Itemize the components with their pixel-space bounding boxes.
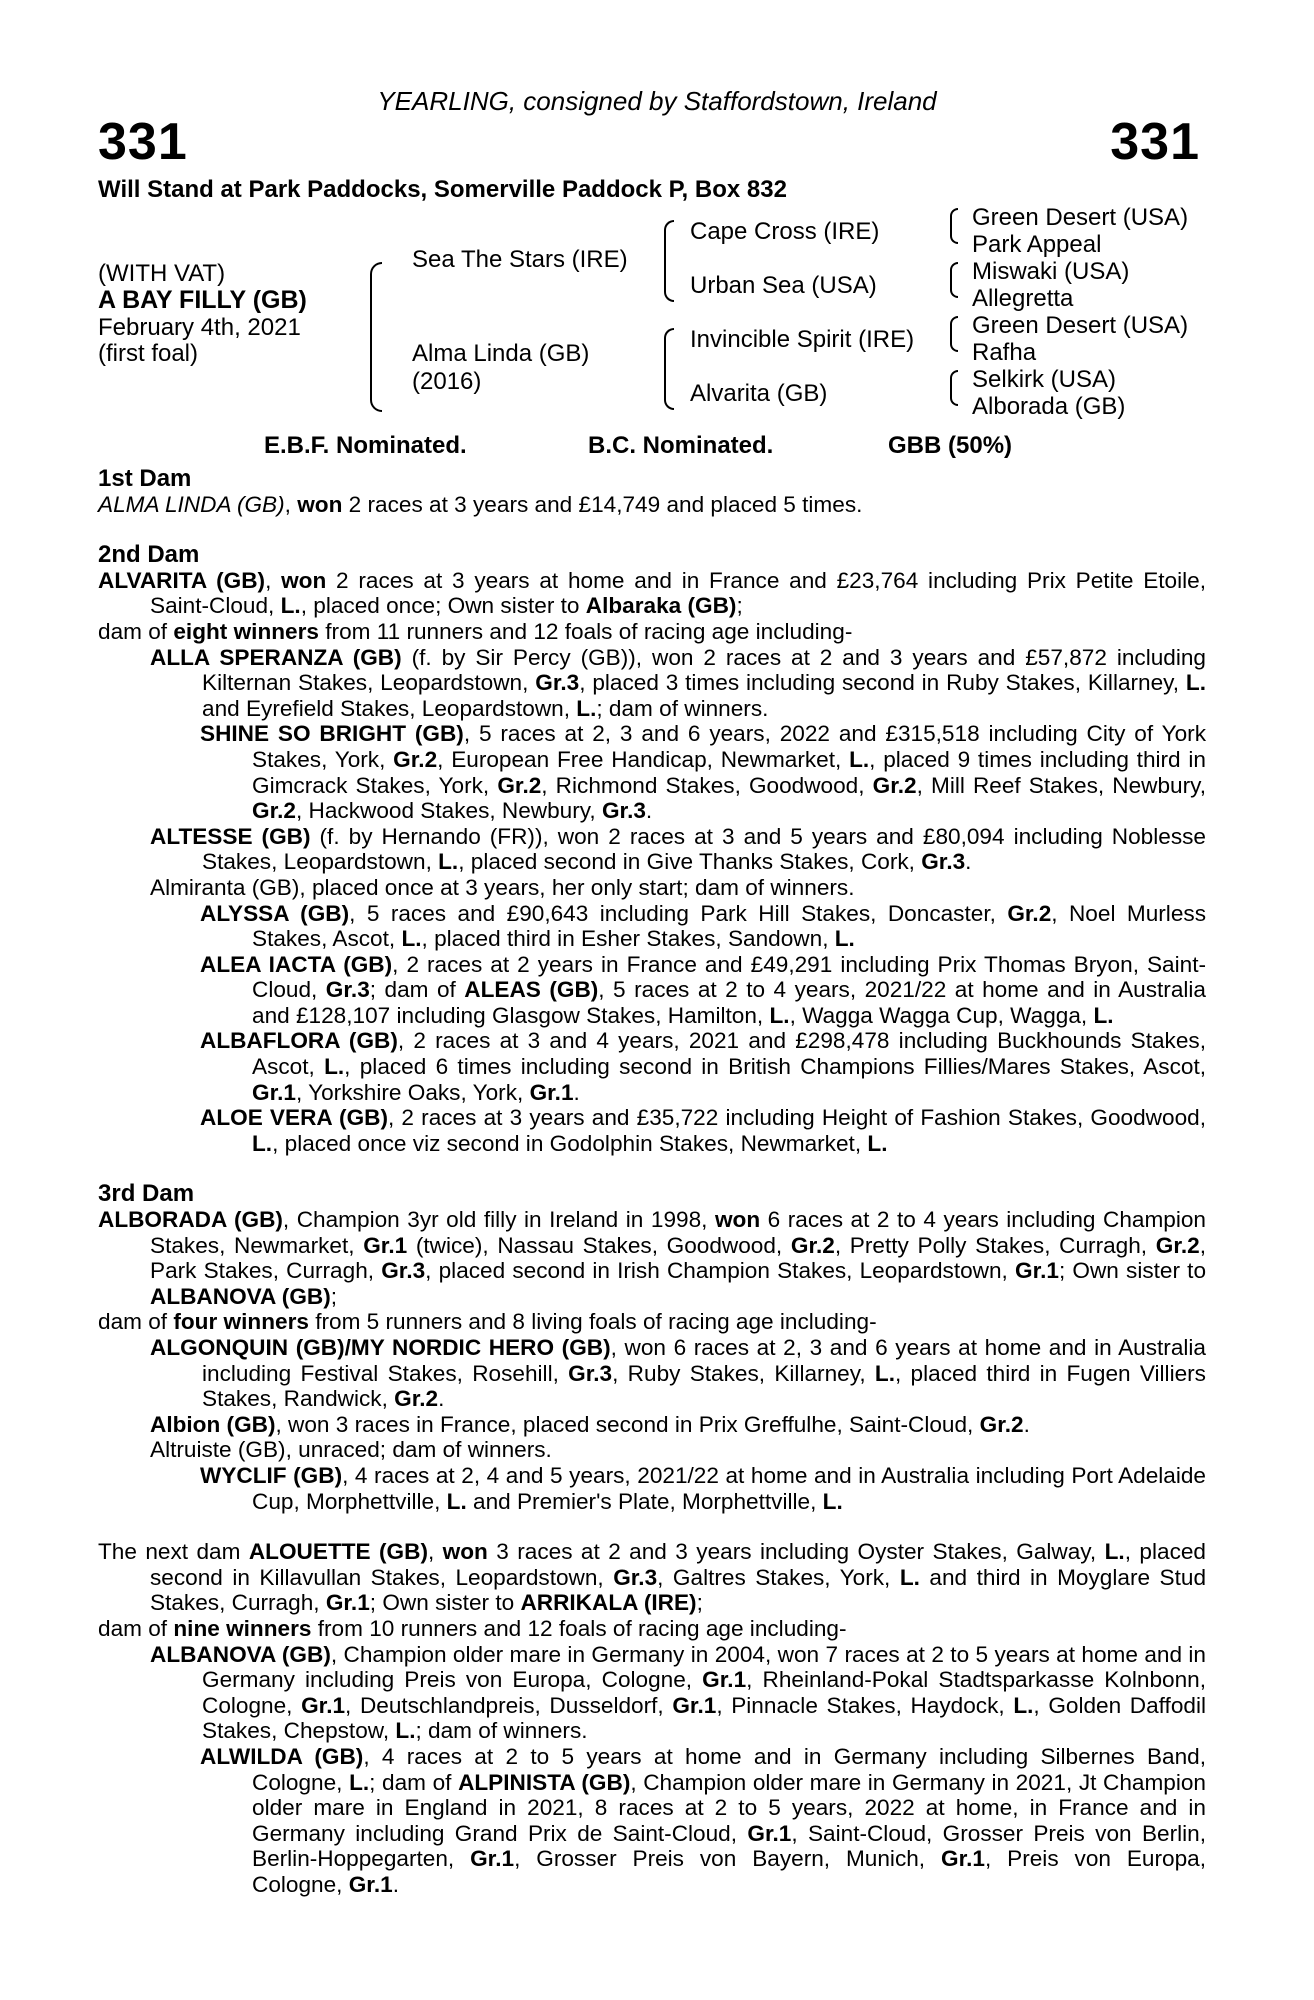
gbb-note: GBB (50%) (888, 432, 1013, 459)
second-dam-summary: dam of eight winners from 11 runners and 12 foals of racing age including- (98, 618, 853, 644)
pedigree-sire: Sea The Stars (IRE) (412, 246, 628, 273)
ebf-nomination: E.B.F. Nominated. (264, 432, 467, 459)
pedigree-g5: Green Desert (USA) (972, 312, 1189, 339)
produce-alea-iacta: ALEA IACTA (GB), 2 races at 2 years in France and £49,291 including Prix Thomas Bryon, Saint-Cloud, Gr.3; dam of ALEAS (GB), 5 races at 2 to 4 years, 2021/22 at home and in Australia and £128,107 including Glasgow Stakes, Hamilton, L., Wagga Wagga Cup, Wagga, L. (200, 951, 1207, 1028)
produce-alwilda: ALWILDA (GB), 4 races at 2 to 5 years at home and in Germany including Silbernes Band, Cologne, L.; dam of ALPINISTA (GB), Champion older mare in Germany in 2021, Jt Champion older mare in England in 2021, 8 races at 2 to 5 years, 2022 at home, in France and in Germany including Grand Prix de Saint-Cloud, Gr.1, Saint-Cloud, Grosser Preis von Berlin, Berlin-Hoppegarten, Gr.1, Grosser Preis von Bayern, Munich, Gr.1, Preis von Europa, Cologne, Gr.1. (200, 1743, 1207, 1897)
third-dam-summary: dam of four winners from 5 runners and 8 living foals of racing age including- (98, 1309, 877, 1335)
horse-dob: February 4th, 2021 (98, 314, 301, 341)
produce-alla-speranza: ALLA SPERANZA (GB) (f. by Sir Percy (GB)), won 2 races at 2 and 3 years and £57,872 including Kilternan Stakes, Leopardstown, Gr.3, placed 3 times including second in Ruby Stakes, Killarney, L. and Eyrefield Stakes, Leopardstown, L.; dam of winners. (150, 644, 1207, 721)
pedigree-sire-sire: Cape Cross (IRE) (690, 218, 880, 245)
vat-note: (WITH VAT) (98, 260, 226, 287)
stand-location: Will Stand at Park Paddocks, Somerville Paddock P, Box 832 (98, 176, 787, 203)
second-dam-heading: 2nd Dam (98, 541, 200, 569)
pedigree-g1: Green Desert (USA) (972, 204, 1189, 231)
horse-name: A BAY FILLY (GB) (98, 286, 307, 314)
produce-albaflora: ALBAFLORA (GB), 2 races at 3 and 4 years, 2021 and £298,478 including Buckhounds Stakes, Ascot, L., placed 6 times including second in British Champions Fillies/Mares Stakes, Ascot, Gr.1, Yorkshire Oaks, York, Gr.1. (200, 1028, 1207, 1105)
bc-nomination: B.C. Nominated. (588, 432, 774, 459)
third-dam-heading: 3rd Dam (98, 1180, 195, 1208)
pedigree-bracket-g4 (950, 370, 958, 406)
produce-aloe-vera: ALOE VERA (GB), 2 races at 3 years and £35,722 including Height of Fashion Stakes, Goodwood, L., placed once viz second in Godolphin Stakes, Newmarket, L. (200, 1105, 1206, 1156)
pedigree-g7: Selkirk (USA) (972, 366, 1117, 393)
pedigree-dam-year: (2016) (412, 368, 482, 395)
produce-algonquin: ALGONQUIN (GB)/MY NORDIC HERO (GB), won 6 races at 2, 3 and 6 years at home and in Australia including Festival Stakes, Rosehill, Gr.3, Ruby Stakes, Killarney, L., placed third in Fugen Villiers Stakes, Randwick, Gr.2. (150, 1335, 1206, 1412)
pedigree-dam-dam: Alvarita (GB) (690, 380, 828, 407)
produce-shine-so-bright: SHINE SO BRIGHT (GB), 5 races at 2, 3 and 6 years, 2022 and £315,518 including City of York Stakes, York, Gr.2, European Free Handicap, Newmarket, L., placed 9 times including third in Gimcrack Stakes, York, Gr.2, Richmond Stakes, Goodwood, Gr.2, Mill Reef Stakes, Newbury, Gr.2, Hackwood Stakes, Newbury, Gr.3. (200, 721, 1207, 824)
pedigree-bracket-g1 (950, 208, 958, 244)
produce-altesse: ALTESSE (GB) (f. by Hernando (FR)), won 2 races at 3 and 5 years and £80,094 including Noblesse Stakes, Leopardstown, L., placed second in Give Thanks Stakes, Cork, Gr.3. (150, 823, 1206, 875)
horse-note: (first foal) (98, 340, 199, 367)
pedigree-g2: Park Appeal (972, 231, 1102, 258)
pedigree-sire-dam: Urban Sea (USA) (690, 272, 877, 299)
produce-wyclif: WYCLIF (GB), 4 races at 2, 4 and 5 years, 2021/22 at home and in Australia including Port Adelaide Cup, Morphettville, L. and Premier's Plate, Morphettville, L. (200, 1462, 1206, 1514)
first-dam-text: ALMA LINDA (GB), won 2 races at 3 years and £14,749 and placed 5 times. (98, 491, 863, 517)
pedigree-bracket-g3 (950, 316, 958, 352)
pedigree-bracket-sire (664, 220, 674, 302)
produce-albion: Albion (GB), won 3 races in France, placed second in Prix Greffulhe, Saint-Cloud, Gr.2. (150, 1411, 1030, 1437)
lot-number-left: 331 (98, 113, 188, 171)
pedigree-g4: Allegretta (972, 285, 1074, 312)
pedigree-bracket-dam (664, 328, 674, 410)
lot-number-right: 331 (1110, 113, 1200, 171)
pedigree-g3: Miswaki (USA) (972, 258, 1130, 285)
produce-altruiste: Altruiste (GB), unraced; dam of winners. (150, 1437, 552, 1463)
produce-alyssa: ALYSSA (GB), 5 races and £90,643 including Park Hill Stakes, Doncaster, Gr.2, Noel Murless Stakes, Ascot, L., placed third in Esher Stakes, Sandown, L. (200, 900, 1206, 952)
consignor-line: YEARLING, consigned by Staffordstown, Ireland (377, 86, 937, 116)
produce-albanova: ALBANOVA (GB), Champion older mare in Germany in 2004, won 7 races at 2 to 5 years at home and in Germany including Preis von Europa, Cologne, Gr.1, Rheinland-Pokal Stadtsparkasse Kolnbonn, Cologne, Gr.1, Deutschlandpreis, Dusseldorf, Gr.1, Pinnacle Stakes, Haydock, L., Golden Daffodil Stakes, Chepstow, L.; dam of winners. (150, 1641, 1206, 1744)
next-dam-summary: dam of nine winners from 10 runners and 12 foals of racing age including- (98, 1615, 847, 1641)
third-dam-text: ALBORADA (GB), Champion 3yr old filly in Ireland in 1998, won 6 races at 2 to 4 years including Champion Stakes, Newmarket, Gr.1 (twice), Nassau Stakes, Goodwood, Gr.2, Pretty Polly Stakes, Curragh, Gr.2, Park Stakes, Curragh, Gr.3, placed second in Irish Champion Stakes, Leopardstown, Gr.1; Own sister to ALBANOVA (GB); (98, 1207, 1207, 1309)
catalogue-body (98, 466, 1206, 1897)
pedigree-bracket-g2 (950, 262, 958, 298)
pedigree-dam-sire: Invincible Spirit (IRE) (690, 326, 915, 353)
pedigree-dam: Alma Linda (GB) (412, 340, 590, 367)
pedigree-g8: Alborada (GB) (972, 393, 1126, 420)
produce-almiranta: Almiranta (GB), placed once at 3 years, her only start; dam of winners. (150, 874, 855, 900)
pedigree-bracket-main (370, 262, 382, 412)
pedigree-g6: Rafha (972, 339, 1037, 366)
second-dam-text: ALVARITA (GB), won 2 races at 3 years at home and in France and £23,764 including Prix Petite Etoile, Saint-Cloud, L., placed once; Own sister to Albaraka (GB); (98, 567, 1207, 619)
next-dam-text: The next dam ALOUETTE (GB), won 3 races at 2 and 3 years including Oyster Stakes, Galway, L., placed second in Killavullan Stakes, Leopardstown, Gr.3, Galtres Stakes, York, L. and third in Moyglare Stud Stakes, Curragh, Gr.1; Own sister to ARRIKALA (IRE); (98, 1539, 1207, 1616)
first-dam-heading: 1st Dam (98, 465, 192, 492)
